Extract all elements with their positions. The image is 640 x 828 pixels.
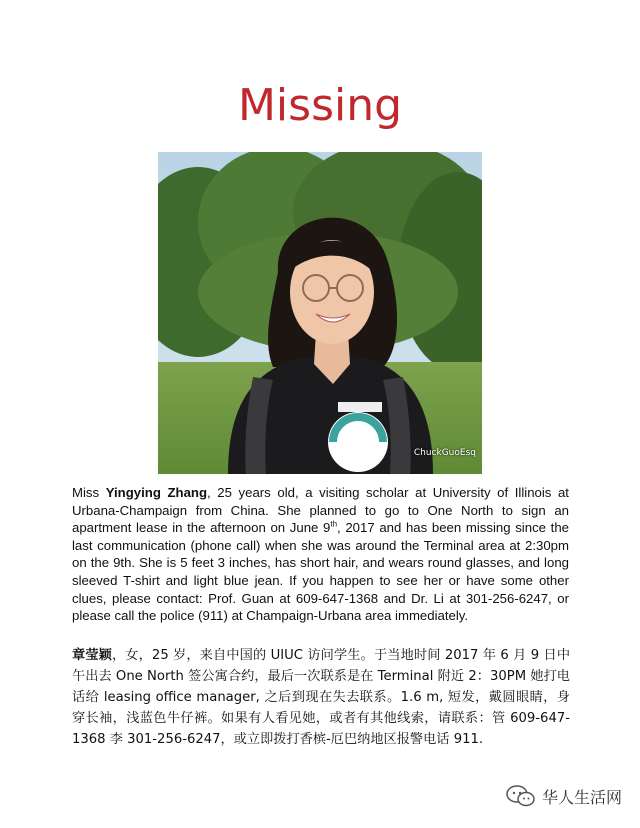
chinese-body: ，女，25 岁，来自中国的 UIUC 访问学生。于当地时间 2017 年 6 月 9 日中午出去 One North 签公寓合约，最后一次联系是在 Terminal 附近 2：30PM 她打电话给 leasing office manager, 之后到现在失去联系。1.6 m, 短发，戴圆眼睛，身穿长袖，浅蓝色牛仔裤。如果有人看见她，或者有其他线索，请联系：管 609-647-1368 李 301-256-6247，或立即拨打香槟-厄巴纳地区报警电话 911. xyxy=(72,648,571,747)
photo-illustration xyxy=(158,152,482,474)
english-part1: , 25 years old, a visiting scholar at University of Illinois at Urbana-Champaign from China. She planned to go to One North to sign an apartment lease in the afternoon on June 9 xyxy=(72,485,569,536)
english-description xyxy=(72,484,569,625)
english-prefix: Miss xyxy=(72,485,106,500)
english-part2: , 2017 and has been missing since the last communication (phone call) when she was around the Terminal area at 2:30pm on the 9th. She is 5 feet 3 inches, has short hair, and wears round glasses, and long sleeved T-shirt and light blue jean. If you happen to see her or have some other clues, please contact: Prof. Guan at 609-647-1368 and Dr. Li at 301-256-6247, or please call the police (911) at Champaign-Urbana area immediately. xyxy=(72,520,569,624)
wechat-icon xyxy=(506,784,536,808)
photo-watermark: ChuckGuoEsq xyxy=(413,448,476,458)
chinese-description xyxy=(72,645,570,750)
chinese-name: 章莹颖 xyxy=(72,648,112,663)
source-brand xyxy=(506,784,622,808)
english-name: Yingying Zhang xyxy=(105,485,208,500)
poster-title: Missing xyxy=(237,80,403,131)
brand-name: 华人生活网 xyxy=(541,787,622,807)
missing-person-photo xyxy=(158,152,482,474)
english-sup: th xyxy=(330,519,338,529)
